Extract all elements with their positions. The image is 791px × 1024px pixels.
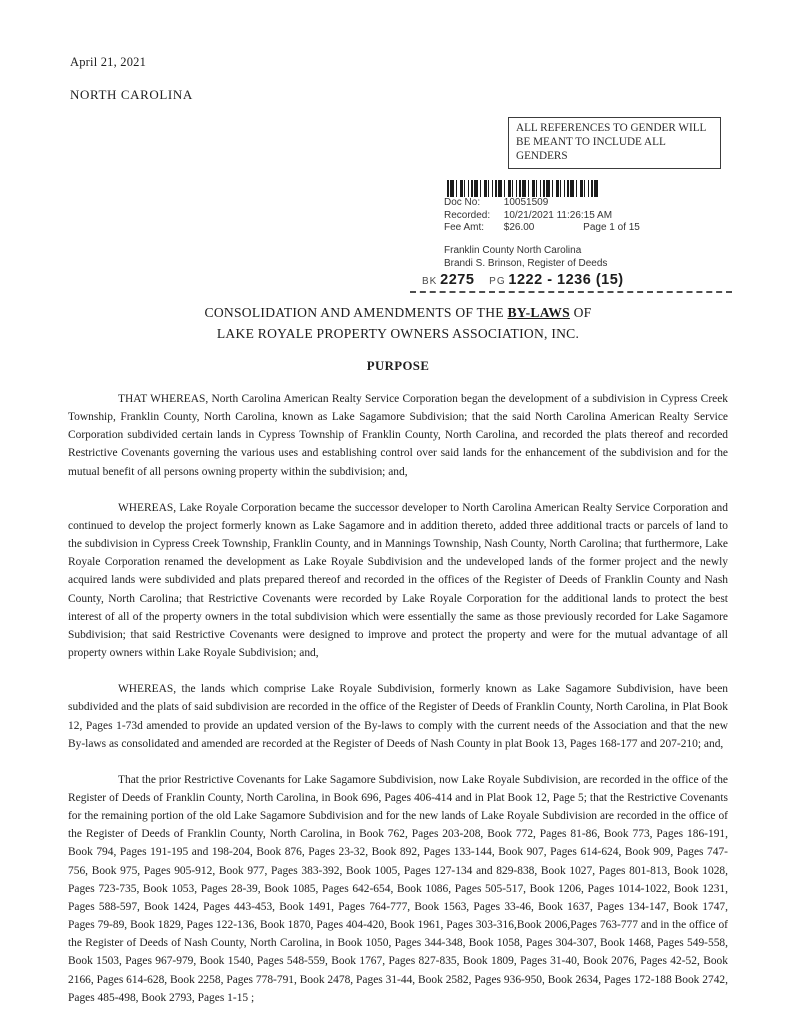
gender-notice-text: ALL REFERENCES TO GENDER WILL BE MEANT TO INCLUDE ALL GENDERS <box>516 122 706 162</box>
book-label: BK <box>422 275 438 287</box>
book-value: 2275 <box>440 271 475 288</box>
fee-label: Fee Amt: <box>444 222 485 234</box>
page-count: Page 1 of 15 <box>583 222 640 234</box>
title-line2: LAKE ROYALE PROPERTY OWNERS ASSOCIATION, INC. <box>216 325 580 341</box>
recorded-label: Recorded: <box>444 209 491 221</box>
paragraph-whereas-1: THAT WHEREAS, North Carolina American Realty Service Corporation began the development of a subdivision in Cypress Creek Township, Franklin County, North Carolina, known as Lake Sagamore Subdivision; that the said North Carolina American Realty Service Corporation subdivided certain lands in Cypress Township of Franklin County, North Carolina, and recorded the plats thereof and recorded Restrictive Covenants governing the various uses and establishing control over said lands for the enhancement of the subdivision and for the mutual benefit of all persons owning property within the subdivision; and, <box>68 393 728 478</box>
recording-stamp <box>422 180 744 293</box>
title-line1-post: OF <box>569 305 592 320</box>
recorded-row <box>444 210 744 223</box>
document-body <box>68 303 728 1024</box>
title-line1-pre: CONSOLIDATION AND AMENDMENTS OF THE <box>204 305 508 320</box>
fee-value: $26.00 <box>503 222 535 234</box>
paragraph-covenant-books: That the prior Restrictive Covenants for Lake Sagamore Subdivision, now Lake Royale Subdivision, are recorded in the office of the Register of Deeds of Franklin County, North Carolina, in Book 696, Pages 406-414 and in Plat Book 12, Page 5; that the Restrictive Covenants for the remaining portion of the old Lake Sagamore Subdivision and for the new lands of Lake Royale Subdivision are recorded in the office of the Register of Deeds of Franklin County, North Carolina, in Book 762, Pages 203-208, Book 772, Pages 81-86, Book 773, Pages 186-191, Book 794, Pages 191-195 and 198-204, Book 876, Pages 23-32, Book 892, Pages 133-144, Book 907, Pages 614-624, Book 909, Pages 747-756, Book 975, Pages 905-912, Book 977, Pages 383-392, Book 1005, Pages 127-134 and 829-838, Book 1027, Pages 801-813, Book 1028, Pages 723-735, Book 1053, Pages 28-39, Book 1085, Pages 642-654, Book 1086, Pages 505-517, Book 1206, Pages 1014-1022, Book 1231, Pages 588-597, Book 1424, Pages 443-453, Book 1491, Pages 764-777, Book 1563, Pages 33-46, Book 1637, Pages 134-147, Book 1747, Pages 79-89, Book 1829, Pages 122-136, Book 1870, Pages 404-420, Book 1961, Pages 303-316,Book 2006,Pages 763-777 and in the office of the Register of Deeds of Nash County, North Carolina, in Book 1050, Pages 344-348, Book 1058, Pages 304-307, Book 1468, Pages 549-558, Book 1503, Pages 967-979, Book 1540, Pages 548-559, Book 1767, Pages 827-835, Book 1809, Pages 31-40, Book 2076, Pages 42-52, Book 2166, Pages 614-628, Book 2258, Pages 778-791, Book 2478, Pages 31-44, Book 2582, Pages 936-950, Book 2634, Pages 172-188 Book 2742, Pages 485-498, Book 2793, Pages 1-15 ; <box>68 773 728 1004</box>
register-block <box>444 244 744 270</box>
doc-number-label: Doc No: <box>444 197 481 208</box>
county-line: Franklin County North Carolina <box>444 244 582 256</box>
title-line1-emphasis: BY-LAWS <box>507 305 570 320</box>
book-page-row <box>422 272 744 288</box>
recorded-value: 10/21/2021 11:26:15 AM <box>503 209 613 221</box>
document-date: April 21, 2021 <box>70 55 147 69</box>
state-heading: NORTH CAROLINA <box>70 87 193 102</box>
paragraph-whereas-3: WHEREAS, the lands which comprise Lake Royale Subdivision, formerly known as Lake Sagamore Subdivision, have been subdivided and the plats of said subdivision are recorded in the office of the Register of Deeds of Franklin County, North Carolina, in Plat Book 12, Pages 1-73d amended to provide an updated version of the By-laws to comply with the current needs of the Association and that the new By-laws as consolidated and amended are recorded at the Register of Deeds of Nash County in plat Book 13, Pages 168-177 and 207-210; and, <box>68 683 728 750</box>
page-value: 1222 - 1236 (15) <box>508 271 624 288</box>
barcode-icon <box>447 180 599 197</box>
doc-number-value: 10051509 <box>503 197 549 208</box>
gender-notice-box <box>508 117 721 169</box>
purpose-heading: PURPOSE <box>366 359 430 373</box>
fee-row <box>444 222 744 235</box>
register-line: Brandi S. Brinson, Register of Deeds <box>444 257 608 269</box>
stamp-dashed-rule <box>410 291 732 293</box>
doc-number-row <box>444 197 744 210</box>
page-label: PG <box>489 275 506 287</box>
paragraph-container <box>68 390 728 1007</box>
document-title <box>68 303 728 344</box>
paragraph-whereas-2: WHEREAS, Lake Royale Corporation became the successor developer to North Carolina American Realty Service Corporation and continued to develop the project formerly known as Lake Sagamore and in addition thereto, added three additional tracts or parcels of land to the subdivision in Cypress Creek Township, Franklin County, and in Mannings Township, Nash County, North Carolina; that furthermore, Lake Royale Corporation renamed the development as Lake Royale Subdivision and the undeveloped lands of the former project and the newly acquired lands were subdivided and plats prepared thereof and recorded in the offices of the Register of Deeds of Franklin County and Nash County, North Carolina; that Restrictive Covenants were recorded by Lake Royale Corporation for the additional lands to protect the best interest of all of the property owners in the total subdivision which were essentially the same as those previously recorded for Lake Sagamore Subdivision; that said Restrictive Covenants were designed to improve and protect the property and were for the mutual advantage of all property owners within Lake Royale Subdivision; and, <box>68 501 728 660</box>
